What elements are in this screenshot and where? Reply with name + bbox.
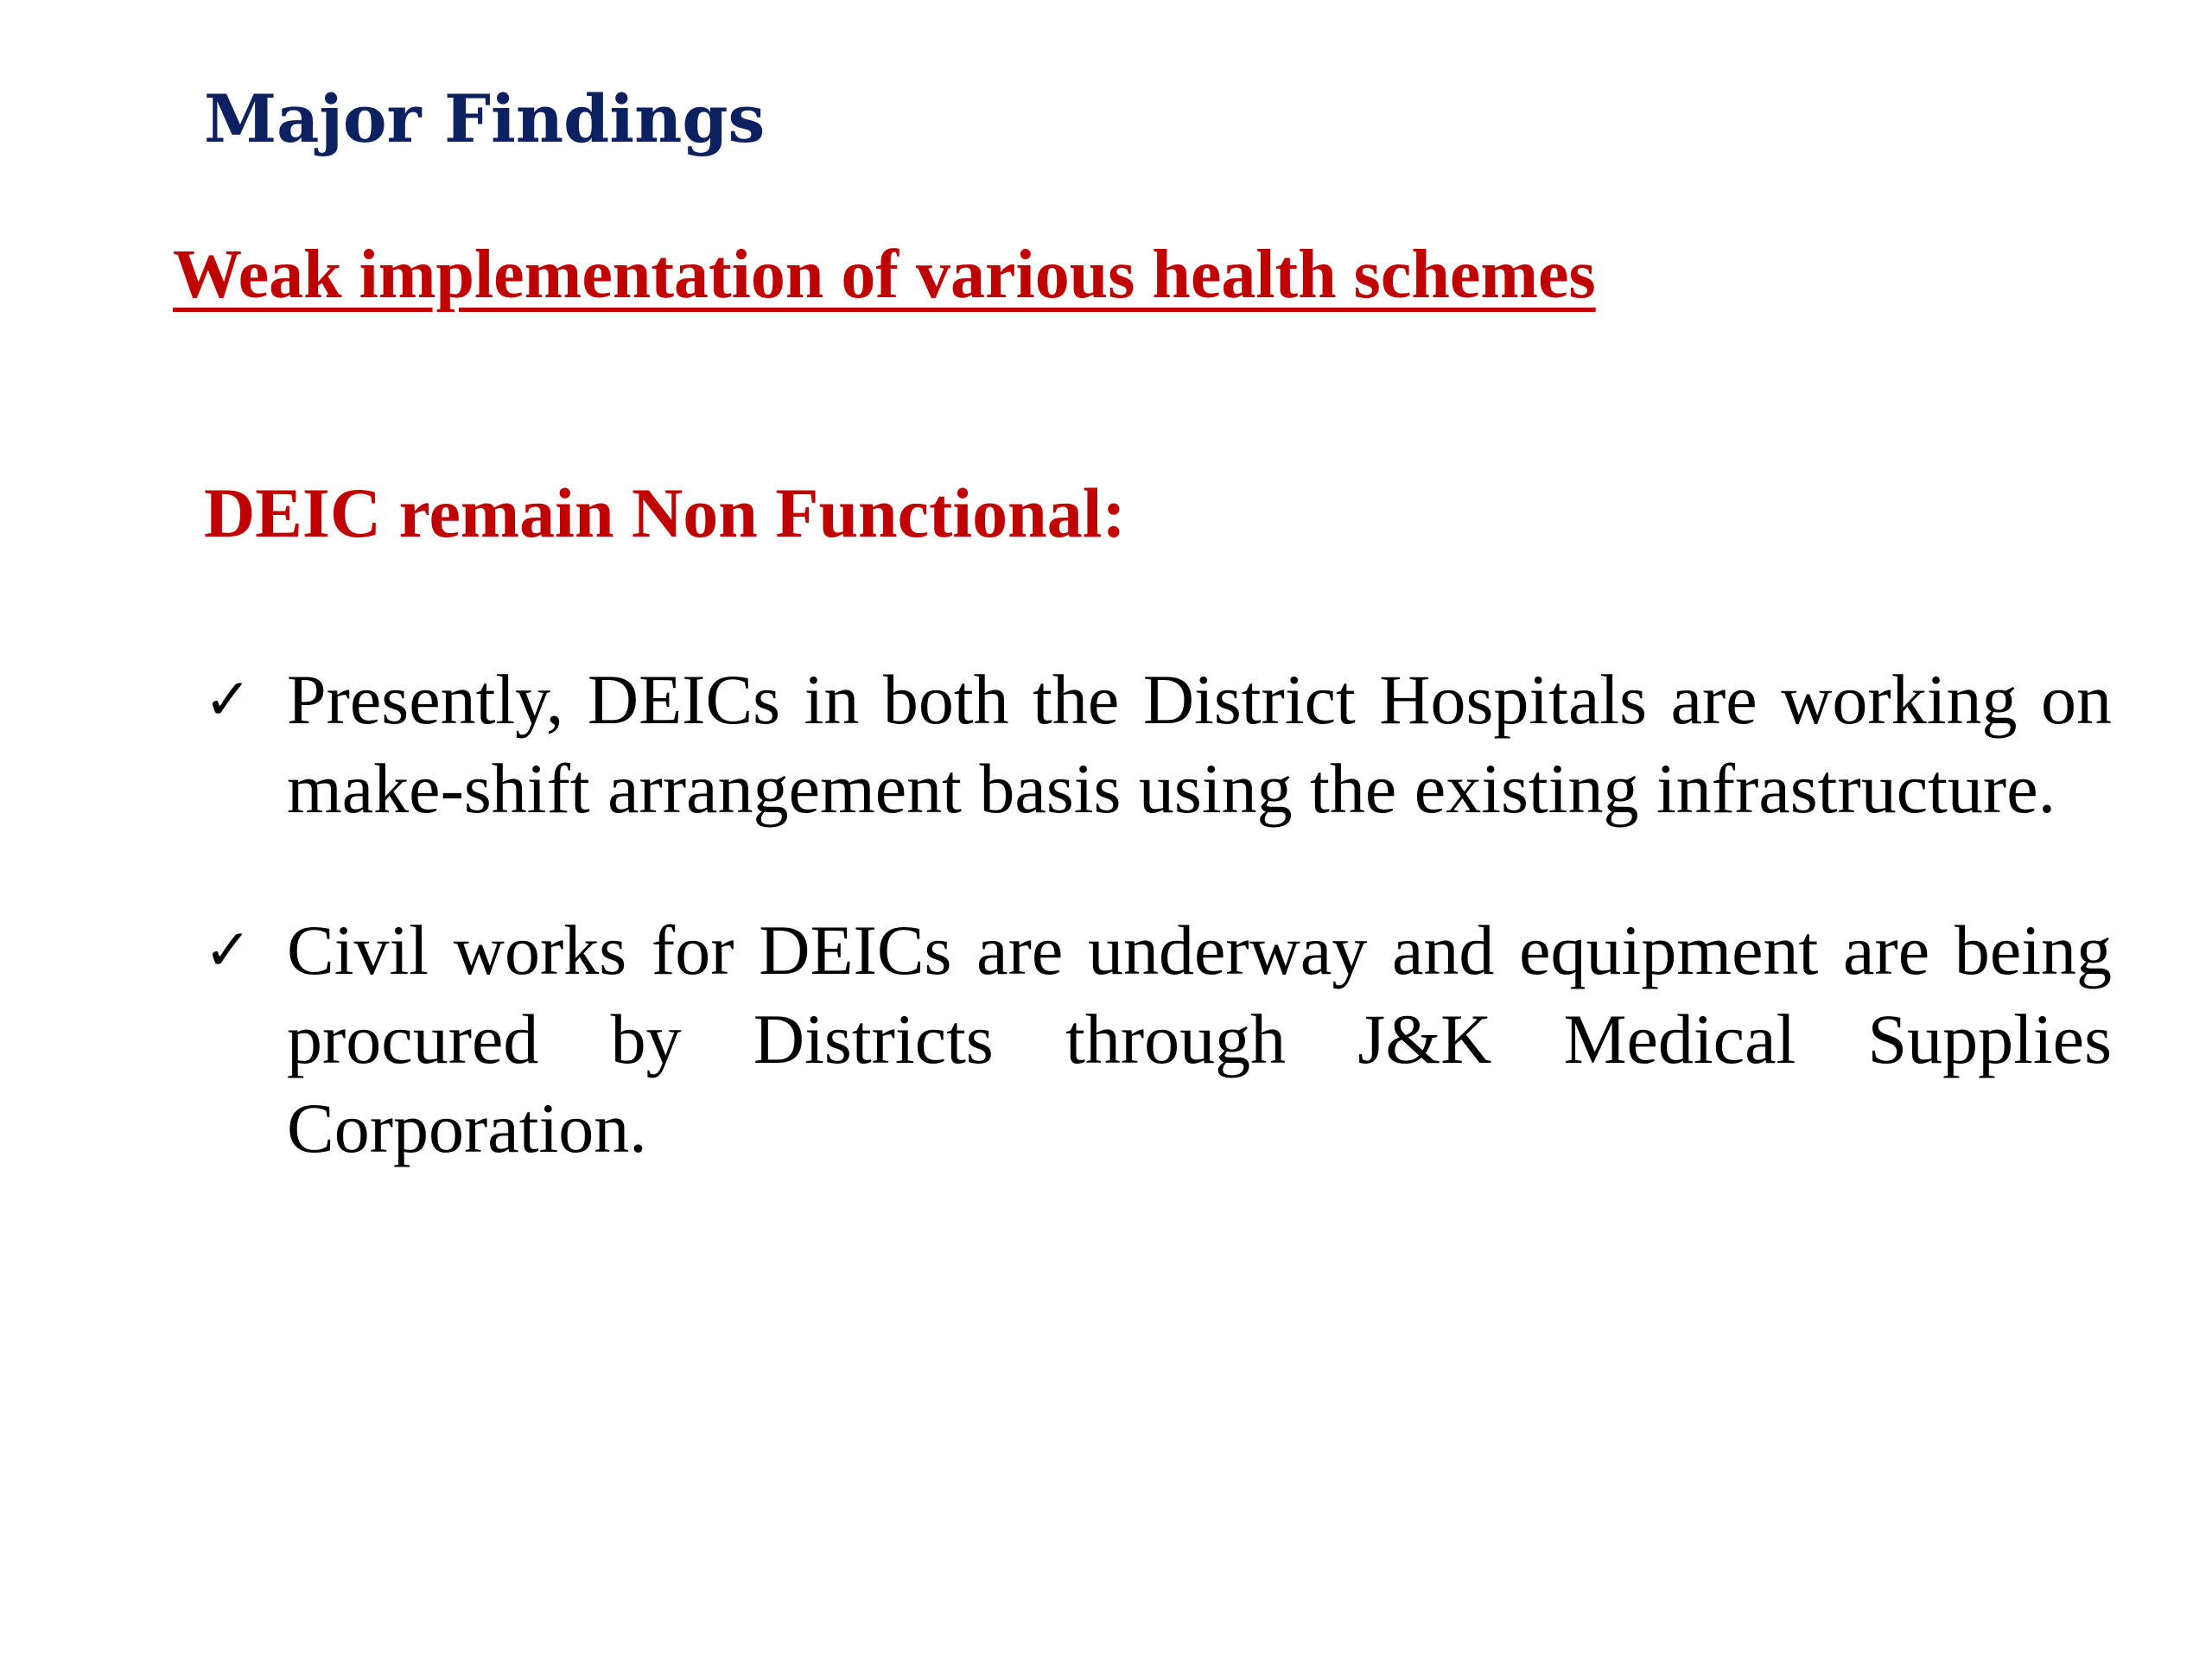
bullet-text: Civil works for DEICs are underway and equipment are being procured by Districts through J&K Medical Supplies Corporation. [287,911,2112,1167]
section-heading: Weak implementation of various health schemes [173,237,1596,313]
bullet-list [204,655,2112,1173]
check-icon: ✓ [204,666,252,733]
bullet-item [204,655,2112,833]
sub-heading: DEIC remain Non Functional: [204,474,1126,552]
bullet-item [204,906,2112,1173]
check-icon: ✓ [204,917,252,983]
bullet-text: Presently, DEICs in both the District Hospitals are working on make-shift arrangement basis using the existing infrastructure. [287,660,2112,828]
slide-title: Major Findings [204,80,766,157]
